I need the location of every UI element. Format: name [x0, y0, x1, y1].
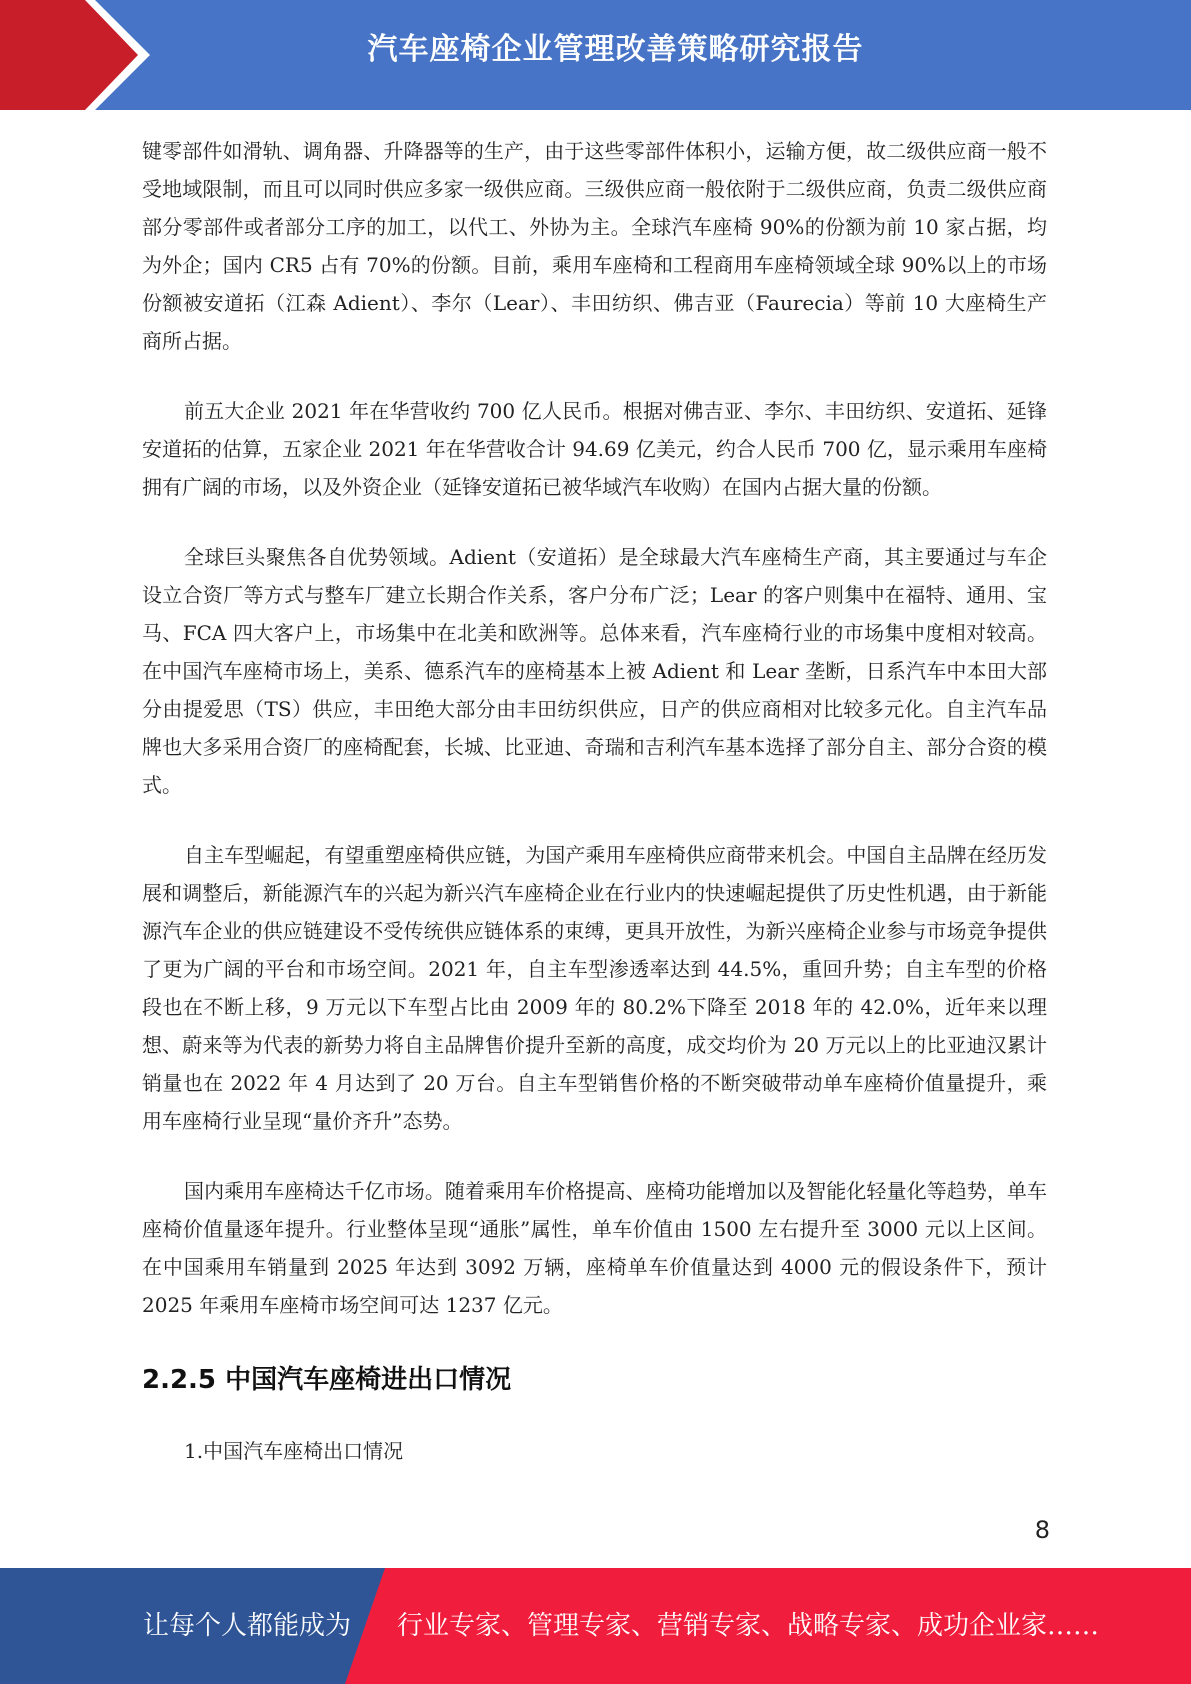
footer-slogan-right: 行业专家、管理专家、营销专家、战略专家、成功企业家……	[397, 1611, 1100, 1641]
page-number: 8	[1034, 1516, 1050, 1544]
main-content	[142, 132, 1047, 1470]
footer-slogan-left: 让每个人都能成为	[143, 1611, 352, 1641]
report-title: 汽车座椅企业管理改善策略研究报告	[367, 32, 864, 67]
paragraph: 自主车型崛起，有望重塑座椅供应链，为国产乘用车座椅供应商带来机会。中国自主品牌在经历发展和调整后，新能源汽车的兴起为新兴汽车座椅企业在行业内的快速崛起提供了历史性机遇，由于新能源汽车企业的供应链建设不受传统供应链体系的束缚，更具开放性，为新兴座椅企业参与市场竞争提供了更为广阔的平台和市场空间。2021 年，自主车型渗透率达到 44.5%，重回升势；自主车型的价格段也在不断上移，9 万元以下车型占比由 2009 年的 80.2%下降至 2018 年的 42.0%，近年来以理想、蔚来等为代表的新势力将自主品牌售价提升至新的高度，成交均价为 20 万元以上的比亚迪汉累计销量也在 2022 年 4 月达到了 20 万台。自主车型销售价格的不断突破带动单车座椅价值量提升，乘用车座椅行业呈现“量价齐升”态势。	[142, 843, 1047, 1133]
paragraph: 前五大企业 2021 年在华营收约 700 亿人民币。根据对佛吉亚、李尔、丰田纺织、安道拓、延锋安道拓的估算，五家企业 2021 年在华营收合计 94.69 亿美元，约合人民币 700 亿，显示乘用车座椅拥有广阔的市场，以及外资企业（延锋安道拓已被华域汽车收购）在国内占据大量的份额。	[142, 399, 1047, 499]
list-item: 1.中国汽车座椅出口情况	[184, 1439, 404, 1463]
page-footer	[0, 1568, 1191, 1684]
paragraph: 国内乘用车座椅达千亿市场。随着乘用车价格提高、座椅功能增加以及智能化轻量化等趋势，单车座椅价值量逐年提升。行业整体呈现“通胀”属性，单车价值由 1500 左右提升至 3000 元以上区间。在中国乘用车销量到 2025 年达到 3092 万辆，座椅单车价值量达到 4000 元的假设条件下，预计 2025 年乘用车座椅市场空间可达 1237 亿元。	[142, 1179, 1047, 1317]
paragraph: 键零部件如滑轨、调角器、升降器等的生产，由于这些零部件体积小，运输方便，故二级供应商一般不受地域限制，而且可以同时供应多家一级供应商。三级供应商一般依附于二级供应商，负责二级供应商部分零部件或者部分工序的加工，以代工、外协为主。全球汽车座椅 90%的份额为前 10 家占据，均为外企；国内 CR5 占有 70%的份额。目前，乘用车座椅和工程商用车座椅领域全球 90%以上的市场份额被安道拓（江森 Adient）、李尔（Lear）、丰田纺织、佛吉亚（Faurecia）等前 10 大座椅生产商所占据。	[142, 139, 1047, 353]
section-heading: 2.2.5 中国汽车座椅进出口情况	[142, 1365, 512, 1395]
page-header	[0, 0, 1191, 110]
paragraph: 全球巨头聚焦各自优势领域。Adient（安道拓）是全球最大汽车座椅生产商，其主要通过与车企设立合资厂等方式与整车厂建立长期合作关系，客户分布广泛；Lear 的客户则集中在福特、通用、宝马、FCA 四大客户上，市场集中在北美和欧洲等。总体来看，汽车座椅行业的市场集中度相对较高。在中国汽车座椅市场上，美系、德系汽车的座椅基本上被 Adient 和 Lear 垄断，日系汽车中本田大部分由提爱思（TS）供应，丰田绝大部分由丰田纺织供应，日产的供应商相对比较多元化。自主汽车品牌也大多采用合资厂的座椅配套，长城、比亚迪、奇瑞和吉利汽车基本选择了部分自主、部分合资的模式。	[142, 545, 1047, 797]
